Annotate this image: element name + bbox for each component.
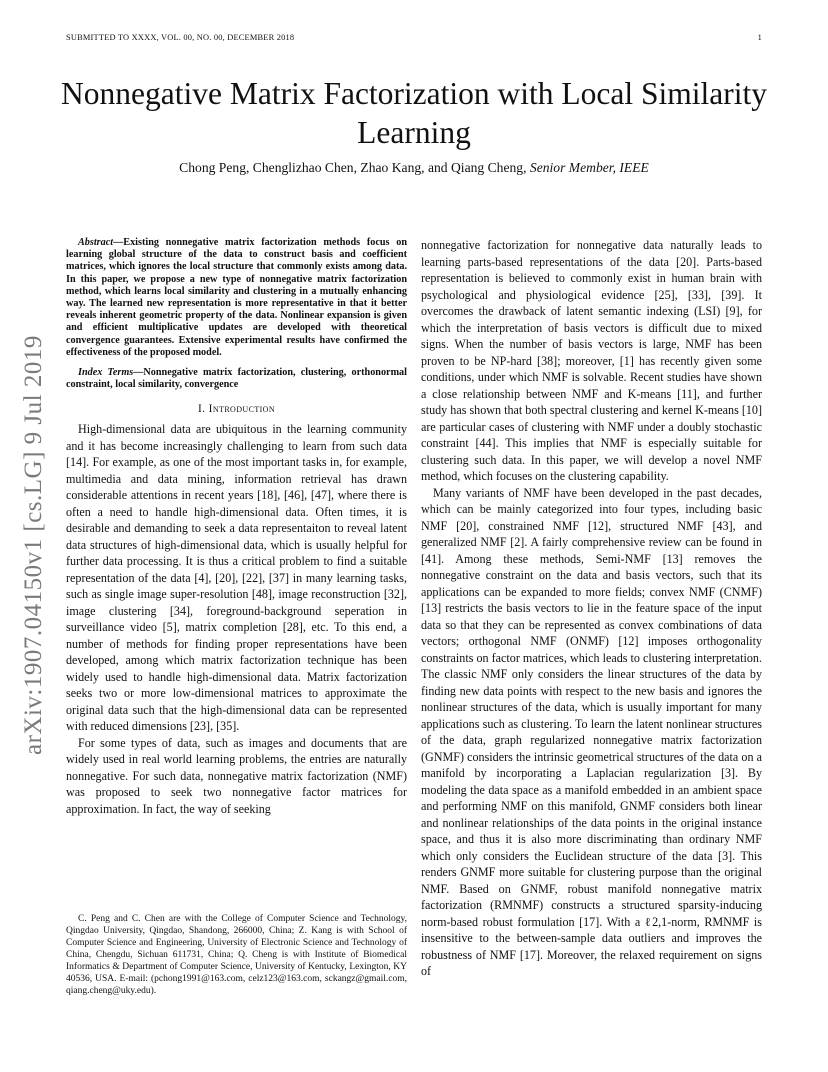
right-column <box>421 237 762 980</box>
running-head <box>66 33 762 42</box>
author-line <box>60 160 768 176</box>
abstract <box>66 237 407 359</box>
page-number: 1 <box>757 33 762 42</box>
index-terms-lead: Index Terms <box>78 367 134 379</box>
section-title: Introduction <box>208 403 276 416</box>
body-paragraph: Many variants of NMF have been developed in the past decades, which can be mainly categorized into four types, including basic NMF [20], constrained NMF [12], structured NMF [43], and generalized NMF [2]. A fairly comprehensive review can be found in [41]. Among these methods, Semi-NMF [13] removes the nonnegative constraint on the data and basis vectors, such that its applications can be expanded to more fields; convex NMF (CNMF) [13] restricts the basis vectors to lie in the feature space of the input data so that they can be represented as convex combinations of data vectors; orthogonal NMF (ONMF) [12] imposes orthogonality constraints on factor matrices, which leads to clustering interpretation. The classic NMF only considers the linear structures of the data by finding new data points with respect to the new basis and ignores the nonlinear structures of the data, which is usually important for many applications such as clustering. To learn the latent nonlinear structures of the data, graph regularized nonnegative matrix factorization (GNMF) considers the intrinsic geometrical structures of the data on a manifold by incorporating a Laplacian regularization [3]. By modeling the data space as a manifold embedded in an ambient space and performing NMF on this manifold, GNMF considers both linear and nonlinear relationships of the data points in the original instance space, and thus it is also more discriminating than ordinary NMF which only considers the Euclidean structure of the data [3]. This renders GNMF more suitable for clustering purpose than the original NMF. Based on GNMF, robust manifold nonnegative matrix factorization (RMNMF) constructs a structured sparsity-inducing norm-based robust formulation [17]. With a ℓ2,1-norm, RMNMF is insensitive to the between-sample data outliers and improves the robustness of NMF [17]. Moreover, the relaxed requirement on signs of <box>421 485 762 978</box>
index-terms-text: —Nonnegative matrix factorization, clustering, orthonormal constraint, local similarity, convergence <box>66 367 407 391</box>
author-membership: Senior Member, IEEE <box>529 160 649 175</box>
body-paragraph: For some types of data, such as images and documents that are widely used in real world learning problems, the entries are naturally nonnegative. For such data, nonnegative matrix factorization (NMF) was proposed to seek two nonnegative factor matrices for approximation. In fact, the way of seeking <box>66 735 407 816</box>
section-heading-introduction <box>66 403 407 415</box>
section-number: I. <box>197 403 209 416</box>
author-footnote: C. Peng and C. Chen are with the College of Computer Science and Technology, Qingdao University, Qingdao, Shandong, 266000, China; Z. Kang is with School of Computer Science and Engineering, University of Electronic Science and Technology of China, Chengdu, Sichuan 611731, China; Q. Cheng is with Institute of Biomedical Informatics & Department of Computer Science, University of Kentucky, Lexington, KY 40536, USA. E-mail: (pchong1991@163.com, celz123@163.com, sckangz@gmail.com, qiang.cheng@uky.edu). <box>66 914 407 996</box>
body-paragraph: High-dimensional data are ubiquitous in the learning community and it has become increasingly challenging to learn from such data [14]. For example, as one of the most important tasks in, for example, multimedia and data mining, information retrieval has drawn considerable attentions in recent years [18], [46], [47], where there is often a need to handle high-dimensional data. Often times, it is desirable and demanding to seek a data representaiton to reveal latent data structures of high-dimensional data, which is usually helpful for further data processing. It is thus a critical problem to find a suitable representation of the data [4], [20], [22], [37] in many learning tasks, such as single image super-resolution [48], image reconstruction [32], image clustering [34], foreground-background seperation in surveillance video [5], matrix completion [28], etc. To this end, a number of methods for finding proper representations have been developed, among which matrix factorization technique has been widely used to handle high-dimensional data. Matrix factorization seeks two or more low-dimensional matrices to approximate the original data such that the high-dimensional data can be represented with reduced dimensions [23], [35]. <box>66 422 407 734</box>
journal-line: SUBMITTED TO XXXX, VOL. 00, NO. 00, DECEMBER 2018 <box>66 33 295 42</box>
body-paragraph: nonnegative factorization for nonnegative data naturally leads to learning parts-based representations of the data [20]. Parts-based representation is believed to commonly exist in human brain with psychological and physiological evidence [25], [33], [39]. It overcomes the drawback of latent semantic indexing (LSI) [9], for which the interpretation of basis vectors is difficult due to mixed signs. When the number of basis vectors is large, NMF has been proven to be NP-hard [38]; moreover, [1] has recently given some conditions, under which NMF is solvable. Recent studies have shown a close relationship between NMF and K-means [11], and further study has shown that both spectral clustering and kernel K-means [10] are particular cases of clustering with NMF under a doubly stochastic constraint [44]. This implies that NMF is especially suitable for clustering such data. In this paper, we will develop a novel NMF method, which focuses on the clustering capability. <box>421 238 762 483</box>
left-column <box>66 237 407 817</box>
arxiv-watermark: arXiv:1907.04150v1 [cs.LG] 9 Jul 2019 <box>20 335 47 755</box>
author-names: Chong Peng, Chenglizhao Chen, Zhao Kang, and Qiang Cheng, <box>179 160 527 175</box>
abstract-text: —Existing nonnegative matrix factorization methods focus on learning global structure of the data to construct basis and coefficient matrices, which ignores the local structure that commonly exists among data. In this paper, we propose a new type of nonnegative matrix factorization method, which learns local similarity and clustering in a mutually enhancing way. The learned new representation is more representative in that it better reveals inherent geometric property of the data. Nonlinear expansion is given and efficient multiplicative updates are developed with theoretical convergence guarantees. Extensive experimental results have confirmed the effectiveness of the proposed model. <box>66 237 407 358</box>
abstract-lead: Abstract <box>78 237 114 248</box>
paper-title: Nonnegative Matrix Factorization with Local Similarity Learning <box>61 76 767 150</box>
index-terms <box>66 367 407 391</box>
